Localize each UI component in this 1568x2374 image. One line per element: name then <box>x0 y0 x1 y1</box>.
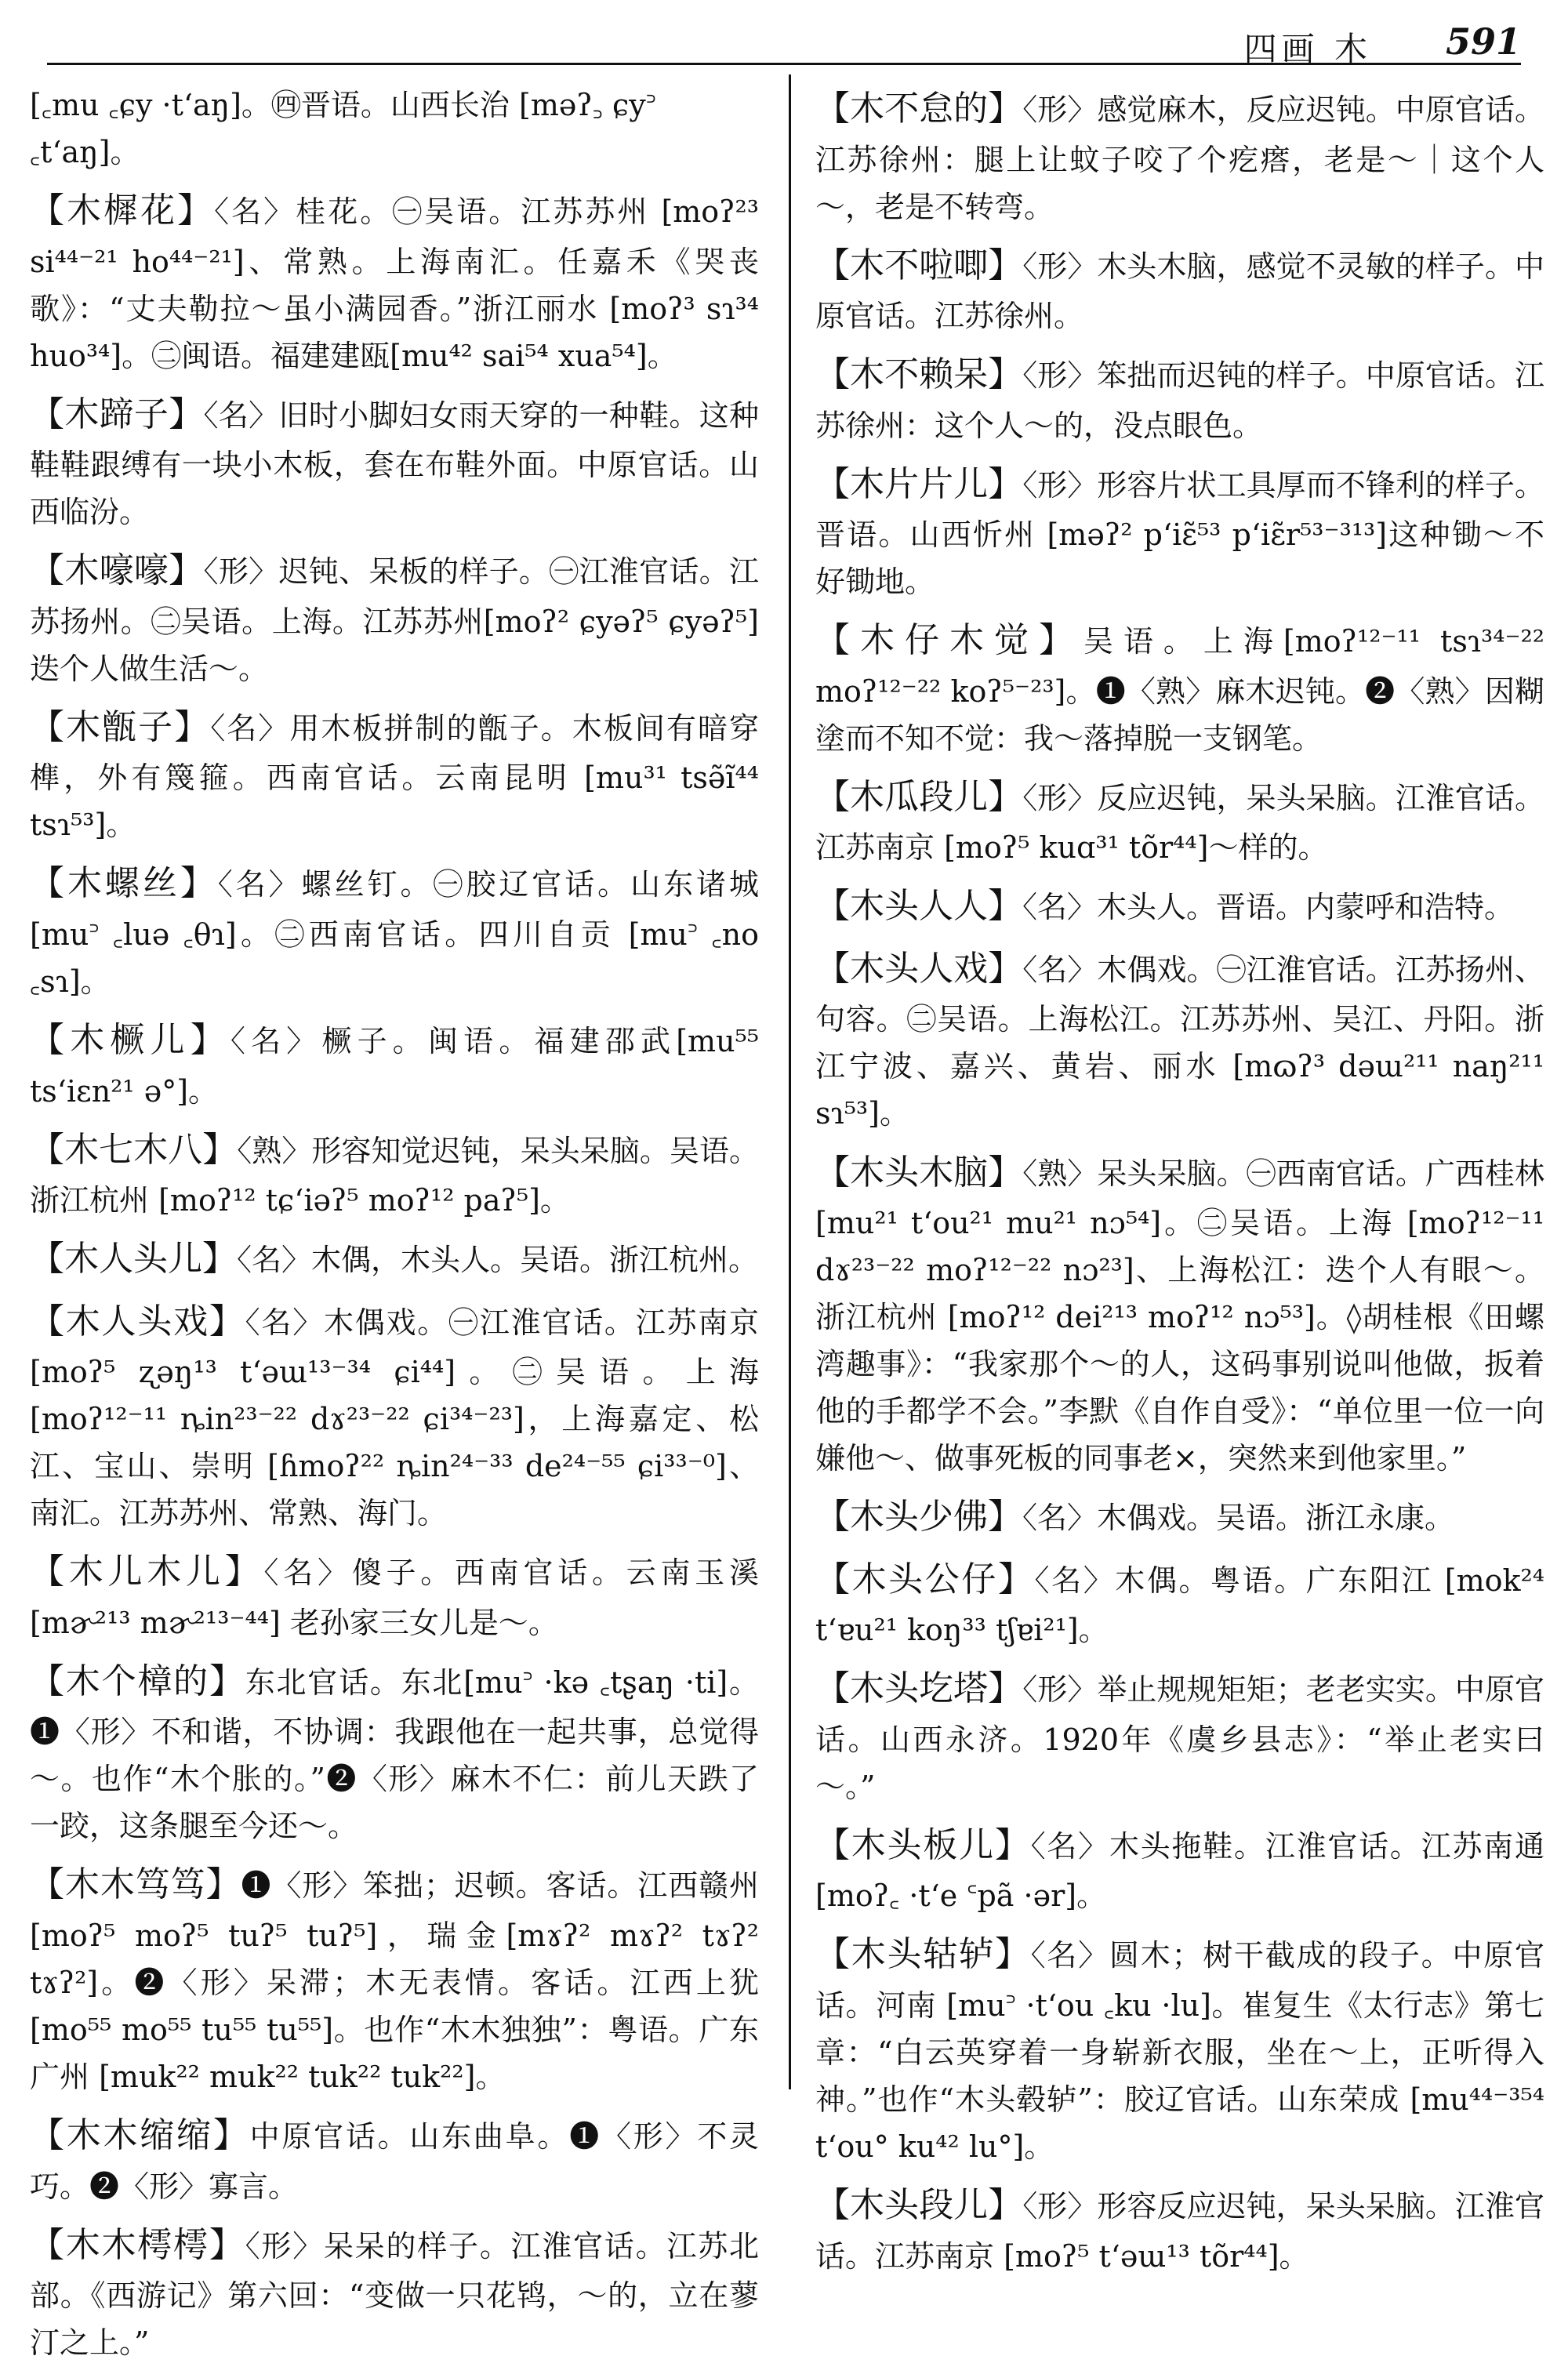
headword: 【 木嚎嚎 】 <box>30 550 204 590</box>
definition: 〈形〉迟钝、呆板的样子。㊀江淮官话。江苏扬州。㊁吴语。上海。江苏苏州[moʔ² ɕyəʔ⁵ ɕyəʔ⁵] 迭个人做生活～。 <box>30 554 760 686</box>
dictionary-entry <box>30 2108 759 2210</box>
headword: 【 木不怠的 】 <box>815 89 1022 129</box>
dictionary-entry <box>30 856 759 1005</box>
headword: 【 木樨花 】 <box>30 191 214 231</box>
definition: 吴语。上海[moʔ¹²⁻¹¹ tsɿ³⁴⁻²² moʔ¹²⁻²² koʔ⁵⁻²³]。❶〈熟〉麻木迟钝。❷〈熟〉因糊塗而不知不觉：我～落掉脱一支钢笔。 <box>815 624 1545 756</box>
headword: 【 木七木八 】 <box>30 1130 237 1170</box>
page-header <box>47 14 1521 68</box>
right-column <box>815 82 1544 2288</box>
definition: 〈名〉傻子。西南官话。云南玉溪 [mɚ²¹³ mɚ²¹³⁻⁴⁴] 老孙家三女儿是～。 <box>30 1555 759 1640</box>
headword: 【 木头人人 】 <box>815 886 1022 926</box>
headword: 【 木头圪塔 】 <box>815 1668 1022 1708</box>
headword: 【 木头木脑 】 <box>815 1153 1022 1192</box>
headword: 【 木人头戏 】 <box>30 1301 245 1341</box>
section-label: 四画 木 <box>1243 30 1372 68</box>
continued-entry: [꜀mu ꜀ɕy ·t‘aŋ]。㊃晋语。山西长治 [məʔ꜆ ɕy꜄ ꜀t‘aŋ]。 <box>30 88 656 170</box>
definition: 中原官话。山东曲阜。❶〈形〉不灵巧。❷〈形〉寡言。 <box>30 2119 759 2204</box>
headword: 【 木瓜段儿 】 <box>815 777 1022 817</box>
dictionary-entry <box>815 1552 1544 1654</box>
dictionary-entry <box>815 1490 1544 1545</box>
headword: 【 木螺丝 】 <box>30 863 218 903</box>
definition: 〈名〉橛子。闽语。福建邵武[mu⁵⁵ ts‘iɛn²¹ ə°]。 <box>30 1023 760 1109</box>
definition: 〈名〉桂花。㊀吴语。江苏苏州 [moʔ²³ si⁴⁴⁻²¹ ho⁴⁴⁻²¹]、常熟。上海南汇。任嘉禾《哭丧歌》：“丈夫勒拉～虽小满园香。”浙江丽水 [moʔ³ sɿ³⁴ huo³⁴]。㊁闽语。福建建瓯[mu⁴² sai⁵⁴ xua⁵⁴]。 <box>30 194 760 373</box>
definition: 〈名〉旧时小脚妇女雨天穿的一种鞋。这种鞋鞋跟缚有一块小木板，套在布鞋外面。中原官话。山西临汾。 <box>30 397 760 530</box>
headword: 【 木片片儿 】 <box>815 464 1022 504</box>
definition: 〈熟〉呆头呆脑。㊀西南官话。广西桂林 [mu²¹ t‘ou²¹ mu²¹ nɔ⁵⁴]。㊁吴语。上海 [moʔ¹²⁻¹¹ dɤ²³⁻²² moʔ¹²⁻²² nɔ²³]、上海松江：迭个人有眼～。浙江杭州 [moʔ¹² dei²¹³ moʔ¹² nɔ⁵³]。◊胡桂根《田螺湾趣事》：“我家那个～的人，这码事别说叫他做，扳着他的手都学不会。”李默《自作自受》：“单位里一位一向嫌他～、做事死板的同事老×，突然来到他家里。” <box>815 1156 1544 1476</box>
dictionary-entry <box>30 1654 759 1850</box>
dictionary-entry <box>30 1294 759 1537</box>
definition: 〈名〉木偶。粤语。广东阳江 [mok²⁴ t‘ɐu²¹ koŋ³³ tʃɐi²¹]。 <box>815 1563 1545 1648</box>
headword: 【 木头轱轳 】 <box>815 1934 1031 1974</box>
dictionary-entry <box>30 2218 759 2367</box>
definition: 〈形〉呆呆的样子。江淮官话。江苏北部。《西游记》第六回：“变做一只花鸨，～的，立在蓼汀之上。” <box>30 2228 760 2361</box>
dictionary-entry <box>30 543 759 692</box>
headword: 【 木仔木觉 】 <box>815 620 1083 660</box>
dictionary-entry <box>815 1927 1544 2170</box>
left-column <box>30 82 759 2374</box>
dictionary-entry <box>30 700 759 849</box>
definition: 〈名〉木偶戏。㊀江淮官话。江苏南京 [moʔ⁵ ʐəŋ¹³ t‘əɯ¹³⁻³⁴ ɕi⁴⁴]。㊁吴语。上海[moʔ¹²⁻¹¹ ȵin²³⁻²² dɤ²³⁻²² ɕi³⁴⁻²³]，上海嘉定、松江、宝山、崇明 [ɦmoʔ²² ȵin²⁴⁻³³ de²⁴⁻⁵⁵ ɕi³³⁻⁰]、南汇。江苏苏州、常熟、海门。 <box>30 1305 760 1531</box>
headword: 【 木儿木儿 】 <box>30 1552 264 1592</box>
headword: 【 木头段儿 】 <box>815 2185 1022 2225</box>
headword: 【 木木缩缩 】 <box>30 2115 250 2155</box>
dictionary-entry <box>815 1661 1544 1810</box>
headword: 【 木橛儿 】 <box>30 1020 230 1060</box>
dictionary-entry <box>30 1123 759 1225</box>
definition: 〈形〉木头木脑，感觉不灵敏的样子。中原官话。江苏徐州。 <box>815 249 1544 334</box>
headword: 【 木头板儿 】 <box>815 1825 1031 1865</box>
definition: 〈形〉反应迟钝，呆头呆脑。江淮官话。江苏南京 [moʔ⁵ kuɑ³¹ tõr⁴⁴]～样的。 <box>815 780 1544 866</box>
page-number: 591 <box>1445 20 1521 63</box>
headword: 【 木头人戏 】 <box>815 949 1022 989</box>
definition: ❶〈形〉笨拙；迟顿。客话。江西赣州 [moʔ⁵ moʔ⁵ tuʔ⁵ tuʔ⁵]，瑞金[mɤʔ² mɤʔ² tɤʔ² tɤʔ²]。❷〈形〉呆滞；木无表情。客话。江西上犹 [mo⁵⁵ mo⁵⁵ tu⁵⁵ tu⁵⁵]。也作“木木独独”：粤语。广东广州 [muk²² muk²² tuk²² tuk²²]。 <box>30 1868 760 2094</box>
definition: 〈形〉形容反应迟钝，呆头呆脑。江淮官话。江苏南京 [moʔ⁵ t‘əɯ¹³ tõr⁴⁴]。 <box>815 2189 1544 2274</box>
definition: 〈熟〉形容知觉迟钝，呆头呆脑。吴语。浙江杭州 [moʔ¹² tɕ‘iəʔ⁵ moʔ¹² paʔ⁵]。 <box>30 1133 759 1218</box>
headword: 【 木不赖呆 】 <box>815 354 1022 394</box>
definition: 〈形〉笨拙而迟钝的样子。中原官话。江苏徐州：这个人～的，没点眼色。 <box>815 358 1544 443</box>
column-divider <box>789 74 791 2089</box>
definition: 〈名〉圆木；树干截成的段子。中原官话。河南 [mu꜄ ·t‘ou ꜀ku ·lu]。崔复生《太行志》第七章：“白云英穿着一身崭新衣服，坐在～上，正听得入神。”也作“木头毂轳”：胶辽官话。山东荣成 [mu⁴⁴⁻³⁵⁴ t‘ou° ku⁴² lu°]。 <box>815 1938 1545 2164</box>
dictionary-entry <box>30 183 759 379</box>
dictionary-entry <box>815 1145 1544 1483</box>
dictionary-entry <box>815 942 1544 1138</box>
dictionary-entry <box>30 1857 759 2100</box>
definition: 〈名〉木偶戏。㊀江淮官话。江苏扬州、句容。㊁吴语。上海松江。江苏苏州、吴江、丹阳。浙江宁波、嘉兴、黄岩、丽水 [mɷʔ³ dəɯ²¹¹ naŋ²¹¹ sɿ⁵³]。 <box>815 952 1544 1131</box>
dictionary-entry <box>815 613 1544 762</box>
headword: 【 木头公仔 】 <box>815 1559 1035 1599</box>
headword: 【 木木笃笃 】 <box>30 1864 241 1904</box>
definition: 〈名〉木偶戏。吴语。浙江永康。 <box>1022 1501 1455 1536</box>
dictionary-entry <box>30 1545 759 1646</box>
dictionary-entry <box>815 1818 1544 1920</box>
dictionary-entry <box>815 879 1544 934</box>
headword: 【 木甑子 】 <box>30 707 210 747</box>
dictionary-entry <box>815 82 1544 231</box>
headword: 【 木个樟的 】 <box>30 1661 245 1701</box>
definition: 〈名〉用木板拼制的甑子。木板间有暗穿榫，外有篾箍。西南官话。云南昆明 [mu³¹ tsə̃ĩ⁴⁴ tsɿ⁵³]。 <box>30 710 759 843</box>
definition: 〈名〉木偶，木头人。吴语。浙江杭州。 <box>237 1243 759 1278</box>
dictionary-entry <box>815 2178 1544 2280</box>
dictionary-entry <box>30 1013 759 1115</box>
headword: 【 木木樗樗 】 <box>30 2225 245 2265</box>
definition: 〈形〉感觉麻木，反应迟钝。中原官话。江苏徐州：腿上让蚊子咬了个疙瘩，老是～｜这个人～，老是不转弯。 <box>815 93 1544 224</box>
dictionary-entry <box>30 387 759 536</box>
dictionary-entry <box>815 770 1544 872</box>
definition: 〈形〉举止规规矩矩；老老实实。中原官话。山西永济。1920年《虞乡县志》：“举止老实曰～。” <box>815 1672 1544 1804</box>
dictionary-entry <box>815 347 1544 449</box>
definition: 〈名〉螺丝钉。㊀胶辽官话。山东诸城[mu꜄ ꜀luə ꜀θɿ]。㊁西南官话。四川自贡 [mu꜄ ꜀no ꜀sɿ]。 <box>30 867 759 999</box>
headword: 【 木不啦唧 】 <box>815 245 1022 285</box>
headword: 【 木蹄子 】 <box>30 394 204 434</box>
dictionary-entry <box>815 238 1544 340</box>
dictionary-entry <box>30 1232 759 1287</box>
definition: 〈形〉形容片状工具厚而不锋利的样子。晋语。山西忻州 [məʔ² p‘iɛ̃⁵³ p‘iɛ̃r⁵³⁻³¹³]这种锄～不好锄地。 <box>815 467 1544 600</box>
dictionary-entry <box>815 457 1544 606</box>
definition: 东北官话。东北[mu꜄ ·kə ꜀tʂaŋ ·ti]。❶〈形〉不和谐，不协调：我跟他在一起共事，总觉得～。也作“木个胀的。”❷〈形〉麻木不仁：前儿天跌了一跤，这条腿至今还～。 <box>30 1664 760 1844</box>
definition: 〈名〉木头人。晋语。内蒙呼和浩特。 <box>1022 890 1515 925</box>
headword: 【 木人头儿 】 <box>30 1239 237 1279</box>
headword: 【 木头少佛 】 <box>815 1497 1022 1537</box>
definition: 〈名〉木头拖鞋。江淮官话。江苏南通 [moʔ꜀ ·t‘e ꜂pã ·ər]。 <box>815 1828 1545 1914</box>
